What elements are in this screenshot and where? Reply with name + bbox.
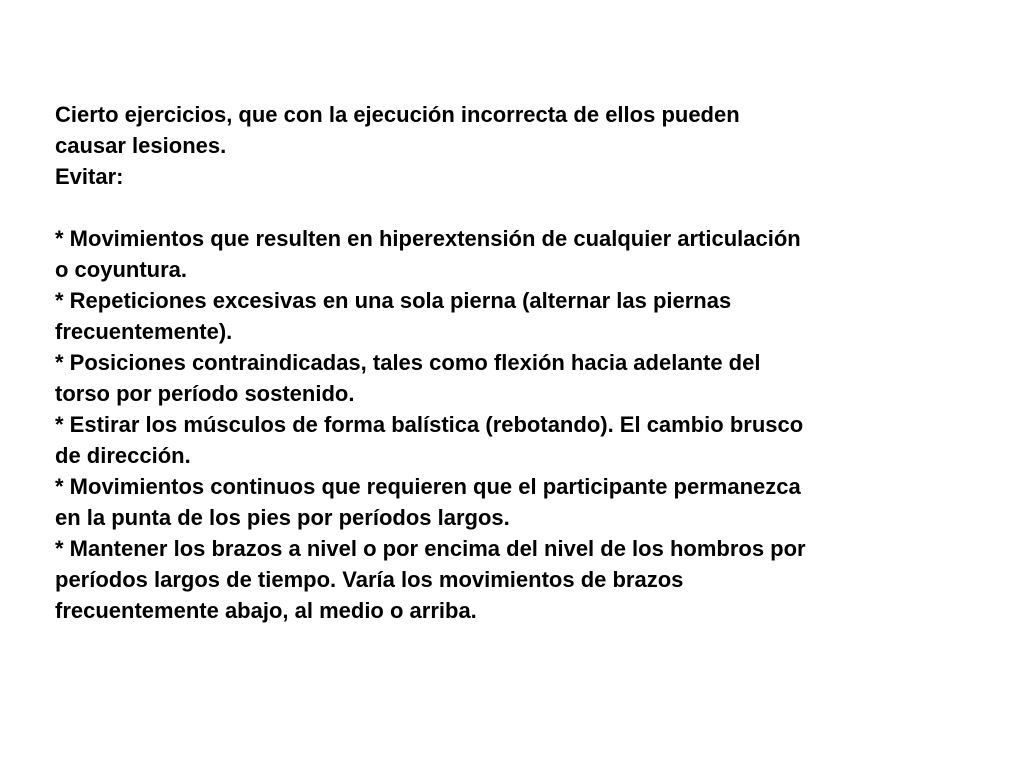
text-line: períodos largos de tiempo. Varía los movimientos de brazos [55, 567, 684, 592]
text-line: o coyuntura. [55, 257, 188, 282]
text-line: torso por período sostenido. [55, 381, 355, 406]
text-line: * Movimientos continuos que requieren que el participante permanezca [55, 474, 801, 499]
text-line: de dirección. [55, 443, 191, 468]
text-line: * Posiciones contraindicadas, tales como flexión hacia adelante del [55, 350, 761, 375]
text-line: Cierto ejercicios, que con la ejecución incorrecta de ellos pueden [55, 102, 740, 127]
text-line: * Mantener los brazos a nivel o por encima del nivel de los hombros por [55, 536, 806, 561]
text-line: * Estirar los músculos de forma balística (rebotando). El cambio brusco [55, 412, 804, 437]
text-line: * Repeticiones excesivas en una sola pierna (alternar las piernas [55, 288, 732, 313]
text-line: causar lesiones. [55, 133, 227, 158]
text-line: frecuentemente abajo, al medio o arriba. [55, 598, 477, 623]
text-line: frecuentemente). [55, 319, 233, 344]
text-line: en la punta de los pies por períodos largos. [55, 505, 510, 530]
blank-line [55, 192, 955, 223]
slide-body-text [55, 99, 955, 626]
text-line: * Movimientos que resulten en hiperextensión de cualquier articulación [55, 226, 801, 251]
text-line: Evitar: [55, 164, 124, 189]
